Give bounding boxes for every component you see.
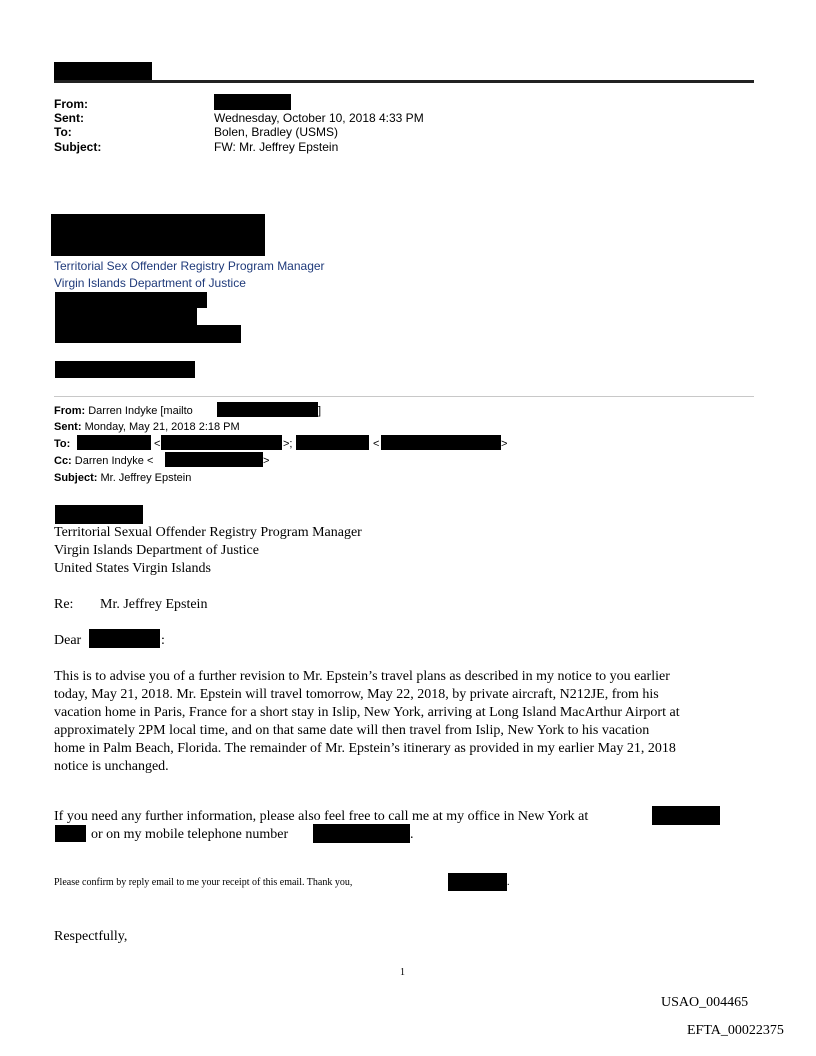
para1-line: approximately 2PM local time, and on that same date will then travel from Islip, New York to his vacation: [54, 723, 650, 738]
fw-from-close: ]: [318, 405, 322, 417]
header-sent-value: Wednesday, October 10, 2018 4:33 PM: [214, 111, 424, 125]
bates-efta: EFTA_00022375: [687, 1023, 784, 1038]
fw-subject-label: Subject:: [54, 472, 98, 484]
redaction-office-phone: [652, 806, 720, 825]
redaction-signature-name: [51, 214, 265, 256]
letter-addr-line1: Territorial Sexual Offender Registry Program Manager: [54, 525, 362, 540]
letter-dear: Dear: [54, 633, 82, 648]
fw-subject-line: [54, 471, 191, 485]
redaction-signature-line1: [55, 292, 207, 308]
header-sent-label: Sent:: [54, 111, 84, 125]
para1-line: vacation home in Paris, France for a short stay in Islip, New York, arriving at Long Island MacArthur Airport at: [54, 705, 680, 720]
letter-paragraph2-line2: or on my mobile telephone number: [91, 827, 289, 842]
fw-cc-gt: >: [263, 455, 270, 467]
fw-to-lt2: <: [373, 438, 380, 450]
fw-to-gt1: >;: [283, 438, 293, 450]
fw-from-label: From:: [54, 405, 86, 417]
fw-to-label: To:: [54, 438, 71, 450]
para1-line: home in Palm Beach, Florida. The remainder of Mr. Epstein’s itinerary as provided in my earlier May 21, 2018: [54, 741, 676, 756]
redaction-fw-to-email1: [161, 435, 282, 450]
redaction-office-phone-cont: [55, 825, 86, 842]
letter-paragraph2-end: .: [410, 827, 414, 842]
para1-line: notice is unchanged.: [54, 759, 169, 774]
redaction-mobile-phone: [313, 824, 410, 843]
redaction-letter-addressee: [55, 505, 143, 524]
redaction-signature-line4: [55, 361, 195, 378]
signature-org: Virgin Islands Department of Justice: [54, 276, 246, 290]
fw-from-value: Darren Indyke [mailto: [88, 405, 193, 417]
forward-separator: [54, 396, 754, 397]
redaction-signature-line3: [55, 325, 241, 343]
page-number: 1: [400, 967, 405, 978]
redaction-from-value: [214, 94, 291, 110]
letter-paragraph1: [54, 668, 764, 776]
fw-to-gt2: >: [501, 438, 508, 450]
fw-sent-line: [54, 420, 240, 434]
para1-line: today, May 21, 2018. Mr. Epstein will travel tomorrow, May 22, 2018, by private aircraft, N212JE, from his: [54, 687, 659, 702]
redaction-top-name: [54, 62, 152, 82]
letter-confirm: Please confirm by reply email to me your receipt of this email. Thank you,: [54, 877, 353, 888]
redaction-dear-name: [89, 629, 160, 648]
redaction-signature-line2: [55, 308, 197, 325]
header-to-label: To:: [54, 125, 72, 139]
letter-re-value: Mr. Jeffrey Epstein: [100, 597, 208, 612]
redaction-confirm-name: [448, 873, 507, 891]
redaction-fw-to-name1: [77, 435, 151, 450]
fw-cc-line: [54, 454, 153, 468]
header-rule: [54, 80, 754, 83]
letter-dear-colon: :: [161, 633, 165, 648]
fw-to-lt1: <: [154, 438, 161, 450]
signature-title: Territorial Sex Offender Registry Program Manager: [54, 259, 325, 273]
header-subject-label: Subject:: [54, 140, 102, 154]
redaction-fw-to-email2: [381, 435, 501, 450]
header-from-label: From:: [54, 97, 88, 111]
fw-cc-label: Cc:: [54, 455, 72, 467]
letter-closing: Respectfully,: [54, 929, 128, 944]
letter-addr-line2: Virgin Islands Department of Justice: [54, 543, 259, 558]
fw-sent-label: Sent:: [54, 421, 82, 433]
letter-paragraph2-line1: If you need any further information, please also feel free to call me at my office in New York at: [54, 809, 589, 824]
fw-sent-value: Monday, May 21, 2018 2:18 PM: [84, 421, 240, 433]
para1-line: This is to advise you of a further revision to Mr. Epstein’s travel plans as described in my notice to you earlier: [54, 669, 670, 684]
letter-confirm-end: .: [507, 877, 510, 888]
letter-re-label: Re:: [54, 597, 74, 612]
header-to-value: Bolen, Bradley (USMS): [214, 125, 339, 139]
redaction-fw-from-email: [217, 402, 318, 417]
header-subject-value: FW: Mr. Jeffrey Epstein: [214, 140, 339, 154]
redaction-fw-cc-email: [165, 452, 263, 467]
letter-addr-line3: United States Virgin Islands: [54, 561, 211, 576]
fw-subject-value: Mr. Jeffrey Epstein: [100, 472, 192, 484]
redaction-fw-to-name2: [296, 435, 369, 450]
bates-usao: USAO_004465: [661, 995, 749, 1010]
fw-cc-value: Darren Indyke <: [74, 455, 154, 467]
fw-from-line: [54, 404, 193, 418]
